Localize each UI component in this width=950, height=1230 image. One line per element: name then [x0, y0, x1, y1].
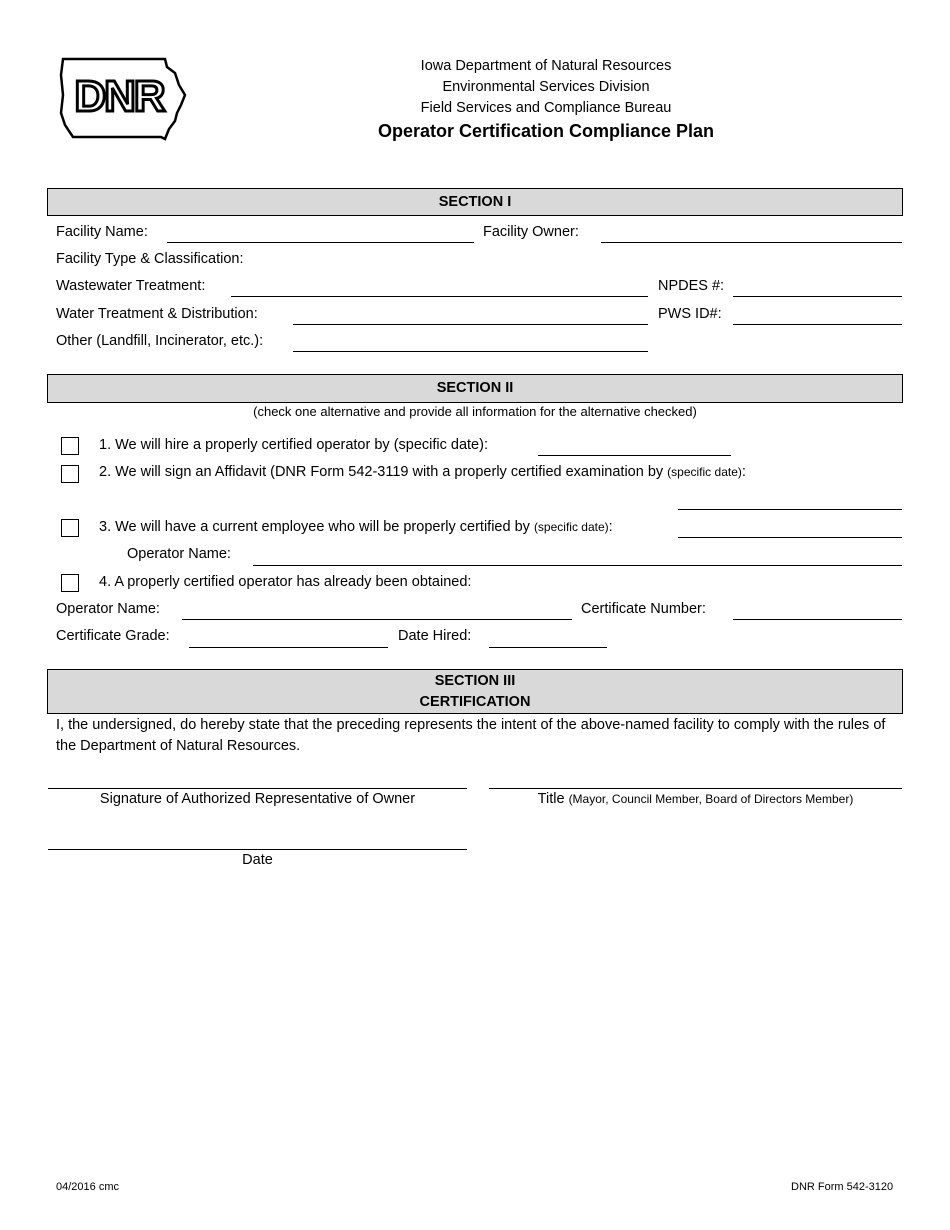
facility-name-field[interactable] [167, 242, 474, 243]
revision-code: 04/2016 cmc [56, 1181, 119, 1193]
option3-checkbox[interactable] [61, 519, 79, 537]
facility-type-label: Facility Type & Classification: [56, 251, 244, 267]
affidavit-date-field[interactable] [678, 509, 902, 510]
option1-checkbox[interactable] [61, 437, 79, 455]
wastewater-field[interactable] [231, 296, 648, 297]
form-number: DNR Form 542-3120 [791, 1181, 894, 1193]
other-facility-label: Other (Landfill, Incinerator, etc.): [56, 333, 264, 349]
option1-label: 1. We will hire a properly certified operator by (specific date): [99, 437, 488, 453]
facility-owner-label: Facility Owner: [483, 224, 579, 240]
option3-operator-name-field[interactable] [253, 565, 902, 566]
pws-id-label: PWS ID#: [658, 306, 722, 322]
date-hired-field[interactable] [489, 647, 607, 648]
wastewater-label: Wastewater Treatment: [56, 278, 206, 294]
certificate-grade-label: Certificate Grade: [56, 628, 170, 644]
logo-text: DNR [74, 72, 164, 121]
option4-checkbox[interactable] [61, 574, 79, 592]
facility-name-label: Facility Name: [56, 224, 148, 240]
certificate-number-field[interactable] [733, 619, 902, 620]
bureau-name: Field Services and Compliance Bureau [420, 100, 672, 116]
certificate-grade-field[interactable] [189, 647, 388, 648]
facility-owner-field[interactable] [601, 242, 902, 243]
date-field[interactable] [48, 849, 467, 850]
certificate-number-label: Certificate Number: [581, 601, 706, 617]
water-treatment-label: Water Treatment & Distribution: [56, 306, 258, 322]
certification-statement: I, the undersigned, do hereby state that the preceding represents the intent of the above-named facility to comply with the rules of the Department of Natural Resources. [56, 717, 886, 754]
signature-label: Signature of Authorized Representative of Owner [99, 791, 416, 807]
option4-operator-name-label: Operator Name: [56, 601, 160, 617]
form-title: Operator Certification Compliance Plan [377, 121, 715, 141]
section2-instruction: (check one alternative and provide all information for the alternative checked) [253, 404, 697, 419]
option4-operator-name-field[interactable] [182, 619, 572, 620]
water-treatment-field[interactable] [293, 324, 648, 325]
npdes-field[interactable] [733, 296, 902, 297]
title-label: Title (Mayor, Council Member, Board of Directors Member) [537, 791, 854, 807]
hire-date-field[interactable] [538, 455, 731, 456]
option3-operator-name-label: Operator Name: [127, 546, 231, 562]
section3-heading-bar [47, 669, 903, 714]
employee-cert-date-field[interactable] [678, 537, 902, 538]
iowa-state-outline-icon [57, 55, 187, 143]
option4-label: 4. A properly certified operator has already been obtained: [99, 574, 472, 590]
npdes-label: NPDES #: [658, 278, 725, 294]
signature-field[interactable] [48, 788, 467, 789]
section3-heading: SECTION III [434, 673, 516, 689]
section3-subheading: CERTIFICATION [419, 694, 531, 710]
section2-heading: SECTION II [47, 374, 903, 403]
date-hired-label: Date Hired: [398, 628, 472, 644]
other-facility-field[interactable] [293, 351, 648, 352]
dnr-logo [57, 55, 187, 143]
option2-label: 2. We will sign an Affidavit (DNR Form 542-3119 with a properly certified examination by (specific date): [99, 464, 746, 480]
title-field[interactable] [489, 788, 902, 789]
option3-label: 3. We will have a current employee who will be properly certified by (specific date): [99, 519, 613, 535]
option2-checkbox[interactable] [61, 465, 79, 483]
pws-id-field[interactable] [733, 324, 902, 325]
agency-name: Iowa Department of Natural Resources [420, 58, 672, 74]
division-name: Environmental Services Division [442, 79, 650, 95]
section1-heading: SECTION I [47, 188, 903, 216]
date-label: Date [242, 852, 273, 868]
